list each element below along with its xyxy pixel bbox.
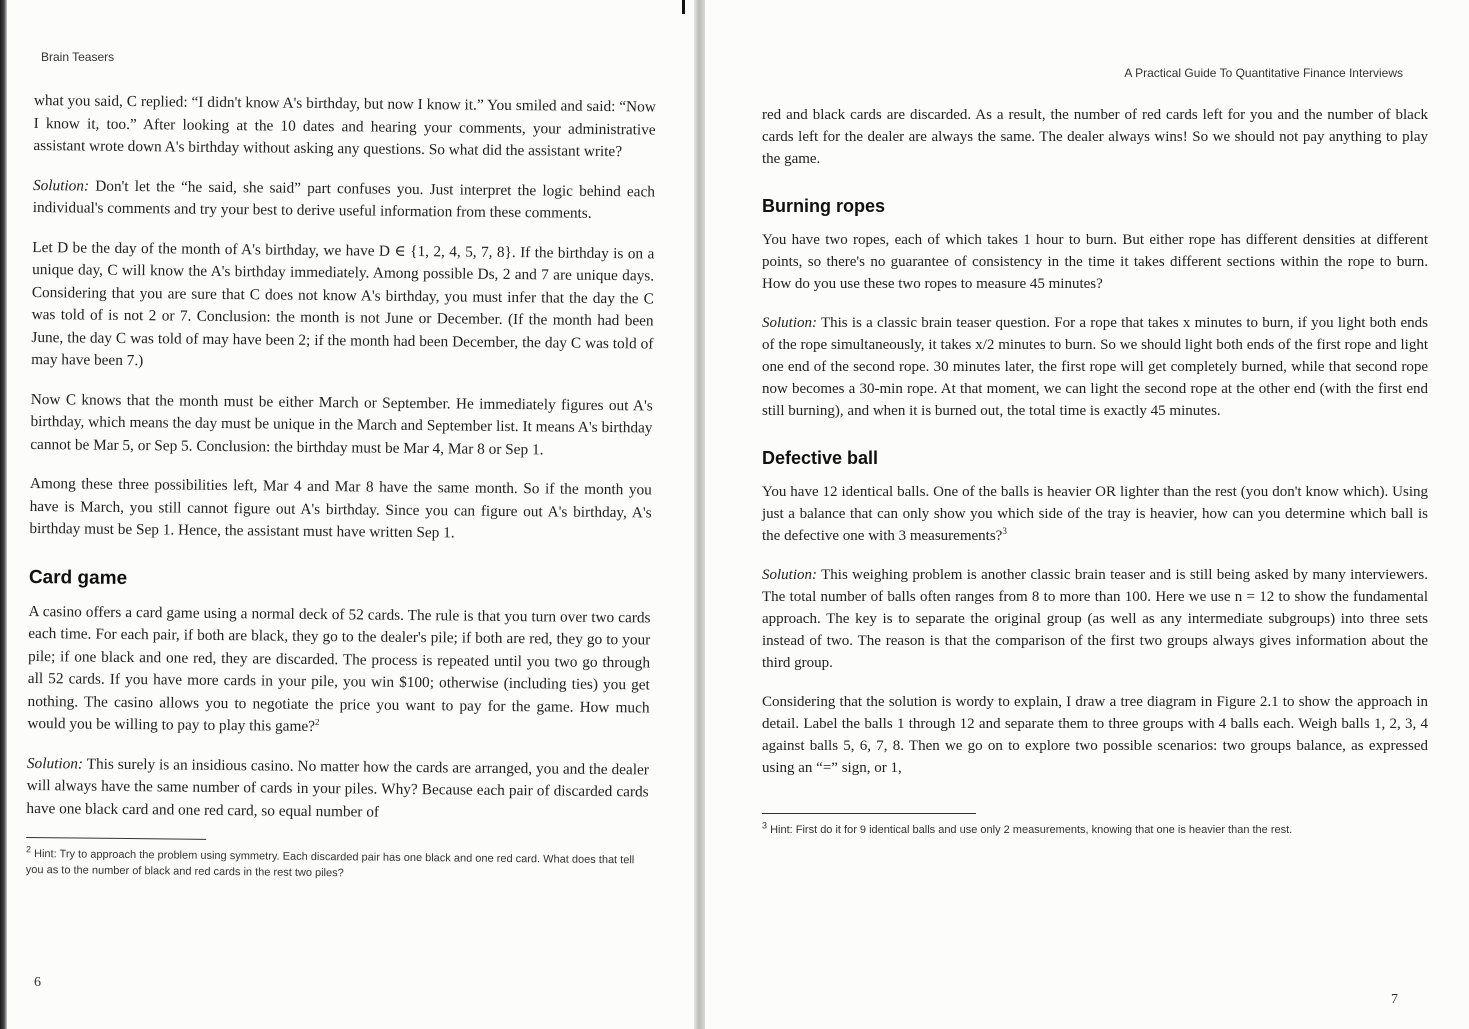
running-head-left: Brain Teasers [41,50,115,64]
footnote-ref-3[interactable]: 3 [1002,526,1007,536]
paragraph-burning-ropes-question: You have two ropes, each of which takes 1 hour to burn. But either rope has different densities at different points, so there's no guarantee of consistency in the time it takes different sections within the rope to burn. How do you use these two ropes to measure 45 minutes? [762,232,1428,292]
solution-label: Solution: [26,754,84,773]
solution-label: Solution: [762,315,817,331]
footnote-text: Hint: Try to approach the problem using symmetry. Each discarded pair has one black and one red card. What does that tell you as to the number of black and red cards in the rest two piles? [25,848,635,880]
footnote-3 [762,822,1428,838]
paragraph-card-game-solution [26,752,649,826]
page-edge-shadow [0,0,7,1029]
heading-card-game: Card game [28,566,128,589]
solution-label: Solution: [32,176,90,195]
footnote-text: Hint: First do it for 9 identical balls and use only 2 measurements, knowing that one is heavier than the rest. [770,824,1293,836]
paragraph-birthday-question-end: what you said, C replied: “I didn't know A's birthday, but now I know it.” You smiled and said: “Now I know it, too.” After looking at the 10 dates and hearing your comments, your administrative assistant wrote down A's birthday without asking any questions. So what did the assistant write? [33,91,656,161]
paragraph-birthday-conclusion: Among these three possibilities left, Mar 4 and Mar 8 have the same month. So if the month you have is March, you still cannot figure out A's birthday. Since you can figure out A's birthday, A's birthday must be Sep 1. Hence, the assistant must have written Sep 1. [29,474,652,542]
paragraph-birthday-step-1: Let D be the day of the month of A's birthday, we have D ∈ {1, 2, 4, 5, 7, 8}. If the birthday is on a unique day, C will know the A's birthday immediately. Among possible Ds, 2 and 7 are unique days. Considering that you are sure that C does not know A's birthday, you must infer that the day the C was told of is not 2 or 7. Conclusion: the month is not June or December. (If the month had been June, the day C was told of may have been 2; if the month had been December, the day C was told of may have been 7.) [31,238,655,370]
card-game-question-text: A casino offers a card game using a normal deck of 52 cards. The rule is that you turn over two cards each time. For each pair, if both are black, they go to the dealer's pile; if both are red, they go to your pile; if one black and one red, they are discarded. The process is repeated until you two go through all 52 cards. If you have more cards in your pile, you win $100; otherwise (including ties) you get nothing. The casino allows you to negotiate the price you want to pay for the game. How much would you be willing to pay to play this game? [27,602,651,735]
running-head-right: A Practical Guide To Quantitative Finance Interviews [1124,66,1403,80]
footnote-marker: 2 [25,844,32,855]
right-page [705,0,1469,1029]
burning-ropes-solution-text: This is a classic brain teaser question. For a rope that takes x minutes to burn, if you light both ends of the rope simultaneously, it takes x/2 minutes to burn. So we should light both ends of the first rope and light one end of the second rope. 30 minutes later, the first rope will get completely burned, while that second rope now becomes a 30-min rope. At that moment, we can light the second rope at the other end (with the first end still burning), and when it is burned out, the total time is exactly 45 minutes. [762,315,1428,419]
paragraph-card-game-question [27,600,650,742]
page-number-left: 6 [34,975,41,990]
paragraph-defective-ball-explanation: Considering that the solution is wordy to explain, I draw a tree diagram in Figure 2.1 to show the approach in detail. Label the balls 1 through 12 and separate them to three groups with 4 balls each. Weigh balls 1, 2, 3, 4 against balls 5, 6, 7, 8. Then we go on to explore two possible scenarios: two groups balance, as expressed using an “=” sign, or 1, [762,694,1428,776]
card-game-solution-text: This surely is an insidious casino. No matter how the cards are arranged, you and the dealer will always have the same number of cards in your piles. Why? Because each pair of discarded cards have one black card and one red card, so equal number of [26,755,650,821]
paragraph-defective-ball-question [762,481,1428,547]
page-number-right: 7 [1391,992,1398,1007]
left-page [0,0,694,1029]
defective-ball-solution-text: This weighing problem is another classic brain teaser and is still being asked by many interviewers. The total number of balls often ranges from 8 to more than 100. Here we use n = 12 to show the fundamental approach. The key is to separate the original group (as well as any intermediate subgroups) into three sets instead of two. The reason is that the comparison of the first two groups always gives information about the third group. [762,567,1428,671]
paragraph-birthday-step-2: Now C knows that the month must be either March or September. He immediately figures out A's birthday, which means the day must be unique in the March and September list. It means A's birthday cannot be Mar 5, or Sep 5. Conclusion: the birthday must be Mar 4, Mar 8 or Sep 1. [30,390,653,458]
heading-defective-ball: Defective ball [762,448,879,468]
left-page-content [26,90,656,884]
right-page-content [762,104,1428,838]
gutter-mark [682,0,685,14]
footnote-ref-2[interactable]: 2 [314,716,320,727]
footnote-marker: 3 [762,820,768,831]
paragraph-birthday-solution [33,174,655,226]
footnote-divider [762,813,976,814]
paragraph-defective-ball-solution [762,564,1428,674]
footnote-2 [26,846,648,885]
solution-text: Don't let the “he said, she said” part confuses you. Just interpret the logic behind each individual's comments and try your best to derive useful information from these comments. [32,177,656,222]
heading-burning-ropes: Burning ropes [762,196,886,216]
solution-label: Solution: [762,567,817,583]
defective-ball-question-text: You have 12 identical balls. One of the balls is heavier OR lighter than the rest (you don't know which). Using just a balance that can only show you which side of the tray is heavier, how can you determine which ball is the defective one with 3 measurements? [762,484,1428,544]
book-gutter [694,0,705,1029]
paragraph-burning-ropes-solution [762,312,1428,422]
paragraph-card-game-continuation: red and black cards are discarded. As a result, the number of red cards left for you and the number of black cards left for the dealer are always the same. The dealer always wins! So we should not pay anything to play the game. [762,107,1428,167]
footnote-divider [26,837,206,840]
